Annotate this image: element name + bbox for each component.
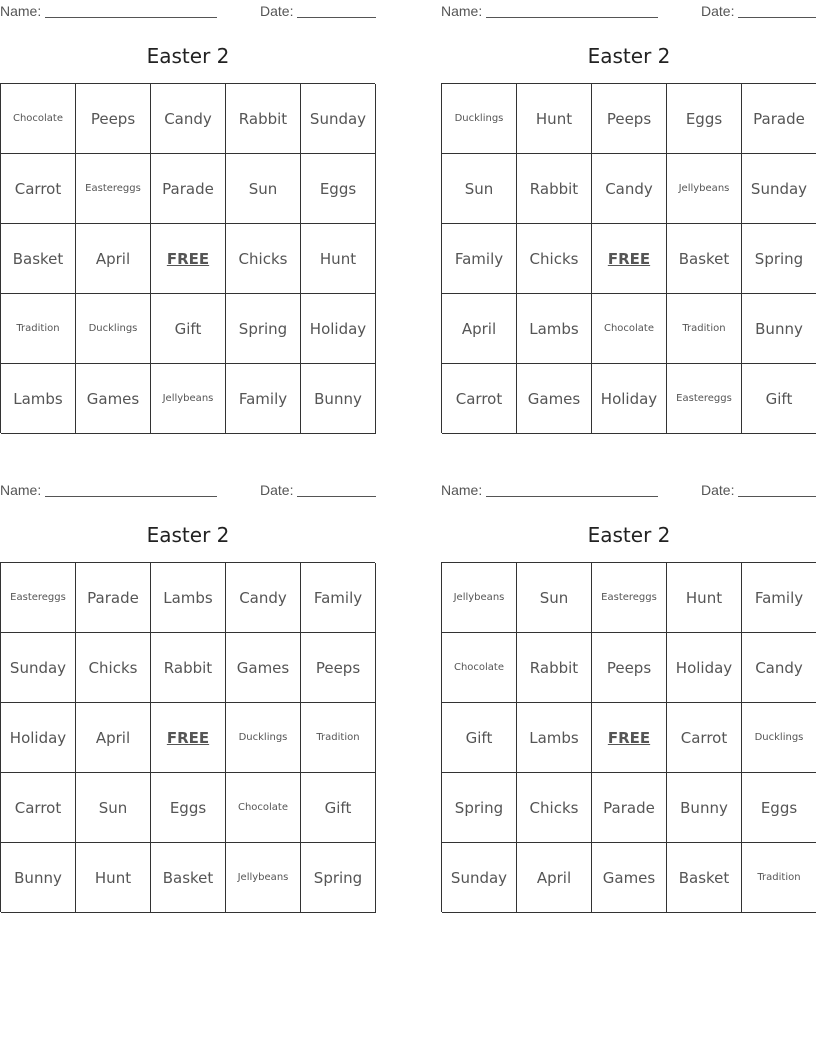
bingo-cell[interactable]: Gift [151, 294, 226, 364]
date-label: Date: [260, 482, 294, 498]
bingo-cell[interactable]: Family [442, 224, 517, 294]
bingo-cell[interactable]: Peeps [76, 84, 151, 154]
name-label: Name: [0, 482, 42, 498]
bingo-grid [441, 562, 816, 912]
bingo-cell[interactable]: Tradition [301, 703, 376, 773]
bingo-cell[interactable]: Holiday [301, 294, 376, 364]
bingo-cell[interactable]: Candy [151, 84, 226, 154]
bingo-cell[interactable]: Sun [226, 154, 301, 224]
bingo-cell[interactable]: Candy [592, 154, 667, 224]
bingo-cell[interactable]: Holiday [592, 364, 667, 434]
bingo-cell[interactable]: Hunt [517, 84, 592, 154]
bingo-cell[interactable]: Carrot [442, 364, 517, 434]
free-space-cell[interactable]: FREE [151, 703, 226, 773]
bingo-cell[interactable]: Games [517, 364, 592, 434]
name-label: Name: [441, 482, 483, 498]
bingo-cell[interactable]: Ducklings [742, 703, 816, 773]
name-date-row [441, 1, 816, 19]
bingo-cell[interactable]: Gift [742, 364, 816, 434]
bingo-cell[interactable]: Family [301, 563, 376, 633]
bingo-cell[interactable]: Chocolate [442, 633, 517, 703]
bingo-cell[interactable]: Bunny [301, 364, 376, 434]
bingo-cell[interactable]: Jellybeans [442, 563, 517, 633]
bingo-cell[interactable]: Sun [517, 563, 592, 633]
date-label: Date: [260, 3, 294, 19]
bingo-cell[interactable]: Chicks [517, 224, 592, 294]
bingo-card-2 [441, 0, 816, 436]
bingo-cell[interactable]: Chicks [226, 224, 301, 294]
bingo-cell[interactable]: Basket [1, 224, 76, 294]
bingo-cell[interactable]: April [76, 703, 151, 773]
bingo-cell[interactable]: Sunday [742, 154, 816, 224]
bingo-cell[interactable]: Chocolate [592, 294, 667, 364]
date-field-line[interactable] [738, 17, 816, 18]
bingo-cell[interactable]: Hunt [667, 563, 742, 633]
bingo-cell[interactable]: Bunny [1, 843, 76, 913]
bingo-grid [0, 562, 375, 912]
name-date-row [441, 480, 816, 498]
bingo-cell[interactable]: Spring [226, 294, 301, 364]
bingo-cell[interactable]: Sun [76, 773, 151, 843]
bingo-cell[interactable]: Sun [442, 154, 517, 224]
bingo-cell[interactable]: Lambs [517, 294, 592, 364]
bingo-cell[interactable]: Jellybeans [151, 364, 226, 434]
bingo-cell[interactable]: Eastereggs [592, 563, 667, 633]
bingo-cell[interactable]: Eastereggs [667, 364, 742, 434]
bingo-cell[interactable]: Tradition [1, 294, 76, 364]
bingo-cell[interactable]: April [517, 843, 592, 913]
bingo-cell[interactable]: Holiday [667, 633, 742, 703]
bingo-cell[interactable]: Rabbit [151, 633, 226, 703]
bingo-cell[interactable]: Games [592, 843, 667, 913]
card-title: Easter 2 [587, 44, 671, 68]
bingo-cell[interactable]: Family [226, 364, 301, 434]
bingo-cell[interactable]: Tradition [742, 843, 816, 913]
bingo-cell[interactable]: Games [76, 364, 151, 434]
bingo-cell[interactable]: Parade [76, 563, 151, 633]
bingo-grid [0, 83, 375, 433]
bingo-cell[interactable]: Parade [151, 154, 226, 224]
bingo-cell[interactable]: Peeps [592, 84, 667, 154]
bingo-cell[interactable]: Eggs [301, 154, 376, 224]
name-date-row [0, 480, 376, 498]
bingo-cell[interactable]: Bunny [742, 294, 816, 364]
bingo-cell[interactable]: Holiday [1, 703, 76, 773]
name-date-row [0, 1, 376, 19]
bingo-cell[interactable]: Peeps [301, 633, 376, 703]
name-field-line[interactable] [45, 496, 217, 497]
date-field-line[interactable] [738, 496, 816, 497]
bingo-cell[interactable]: Family [742, 563, 816, 633]
bingo-cell[interactable]: Parade [592, 773, 667, 843]
name-field-line[interactable] [45, 17, 217, 18]
bingo-cell[interactable]: Hunt [301, 224, 376, 294]
bingo-cell[interactable]: Basket [667, 224, 742, 294]
bingo-cell[interactable]: Tradition [667, 294, 742, 364]
bingo-cell[interactable]: Carrot [667, 703, 742, 773]
bingo-cell[interactable]: Sunday [1, 633, 76, 703]
bingo-cell[interactable]: Candy [226, 563, 301, 633]
bingo-cell[interactable]: Carrot [1, 154, 76, 224]
bingo-cell[interactable]: Spring [301, 843, 376, 913]
bingo-cell[interactable]: Gift [301, 773, 376, 843]
name-field-line[interactable] [486, 496, 658, 497]
bingo-cell[interactable]: Lambs [151, 563, 226, 633]
bingo-cell[interactable]: April [442, 294, 517, 364]
bingo-cell[interactable]: Carrot [1, 773, 76, 843]
bingo-cell[interactable]: Basket [151, 843, 226, 913]
bingo-cell[interactable]: Rabbit [517, 633, 592, 703]
bingo-cell[interactable]: Jellybeans [226, 843, 301, 913]
bingo-cell[interactable]: Chicks [76, 633, 151, 703]
bingo-cell[interactable]: Gift [442, 703, 517, 773]
bingo-cell[interactable]: April [76, 224, 151, 294]
bingo-cell[interactable]: Sunday [442, 843, 517, 913]
bingo-card-1 [0, 0, 376, 436]
date-label: Date: [701, 482, 735, 498]
bingo-cell[interactable]: Chocolate [226, 773, 301, 843]
bingo-card-4 [441, 479, 816, 915]
bingo-cell[interactable]: Spring [442, 773, 517, 843]
bingo-cell[interactable]: Rabbit [226, 84, 301, 154]
free-space-cell[interactable]: FREE [592, 703, 667, 773]
bingo-cell[interactable]: Candy [742, 633, 816, 703]
bingo-cell[interactable]: Eggs [151, 773, 226, 843]
bingo-cell[interactable]: Chocolate [1, 84, 76, 154]
bingo-cell[interactable]: Eastereggs [76, 154, 151, 224]
card-title: Easter 2 [146, 44, 230, 68]
bingo-cell[interactable]: Lambs [1, 364, 76, 434]
bingo-cell[interactable]: Sunday [301, 84, 376, 154]
bingo-cell[interactable]: Lambs [517, 703, 592, 773]
bingo-cell[interactable]: Chicks [517, 773, 592, 843]
bingo-cell[interactable]: Ducklings [226, 703, 301, 773]
date-field-line[interactable] [297, 496, 376, 497]
free-space-cell[interactable]: FREE [151, 224, 226, 294]
name-field-line[interactable] [486, 17, 658, 18]
bingo-cell[interactable]: Eastereggs [1, 563, 76, 633]
bingo-cell[interactable]: Hunt [76, 843, 151, 913]
bingo-cell[interactable]: Ducklings [442, 84, 517, 154]
bingo-cell[interactable]: Rabbit [517, 154, 592, 224]
bingo-cell[interactable]: Basket [667, 843, 742, 913]
bingo-cell[interactable]: Bunny [667, 773, 742, 843]
bingo-cell[interactable]: Ducklings [76, 294, 151, 364]
name-label: Name: [441, 3, 483, 19]
bingo-card-3 [0, 479, 376, 915]
name-label: Name: [0, 3, 42, 19]
card-title: Easter 2 [587, 523, 671, 547]
bingo-cell[interactable]: Eggs [742, 773, 816, 843]
bingo-grid [441, 83, 816, 433]
bingo-cell[interactable]: Games [226, 633, 301, 703]
free-space-cell[interactable]: FREE [592, 224, 667, 294]
bingo-cell[interactable]: Spring [742, 224, 816, 294]
bingo-cell[interactable]: Parade [742, 84, 816, 154]
bingo-cell[interactable]: Eggs [667, 84, 742, 154]
bingo-cell[interactable]: Peeps [592, 633, 667, 703]
date-label: Date: [701, 3, 735, 19]
date-field-line[interactable] [297, 17, 376, 18]
card-title: Easter 2 [146, 523, 230, 547]
bingo-cell[interactable]: Jellybeans [667, 154, 742, 224]
